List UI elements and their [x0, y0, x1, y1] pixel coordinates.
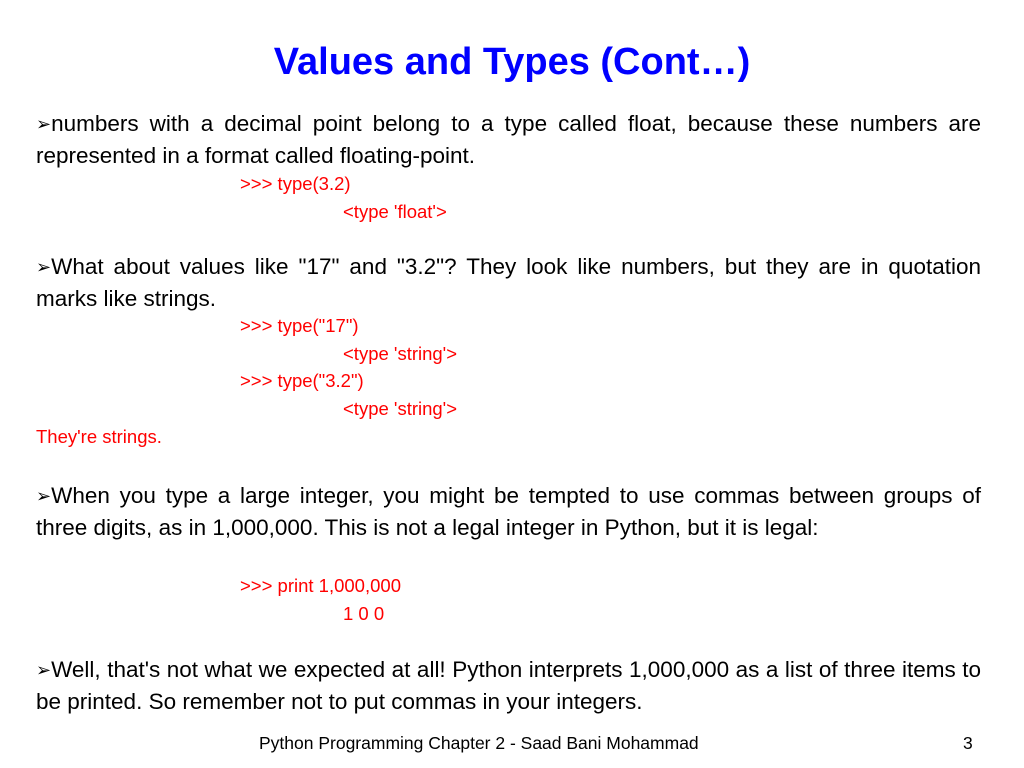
bullet-paragraph-conclusion: [36, 654, 981, 717]
paragraph-text: Well, that's not what we expected at all! Python interprets 1,000,000 as a list of three items to be printed. So remember not to put commas in your integers.: [36, 657, 981, 714]
code-output: <type 'float'>: [343, 201, 447, 222]
arrow-bullet-icon: ➢: [36, 660, 52, 680]
slide-title: Values and Types (Cont…): [273, 41, 751, 83]
code-line: >>> type(3.2): [240, 173, 351, 194]
paragraph-text: When you type a large integer, you might be tempted to use commas between groups of three digits, as in 1,000,000. This is not a legal integer in Python, but it is legal:: [36, 483, 981, 540]
code-line: >>> type("3.2"): [240, 370, 364, 391]
arrow-bullet-icon: ➢: [36, 257, 52, 277]
code-output: 1 0 0: [343, 603, 385, 624]
page-number: 3: [963, 733, 973, 753]
code-output: <type 'string'>: [343, 343, 458, 364]
code-output: <type 'string'>: [343, 398, 458, 419]
paragraph-text: What about values like "17" and "3.2"? They look like numbers, but they are in quotation marks like strings.: [36, 254, 981, 311]
footer-text: Python Programming Chapter 2 - Saad Bani Mohammad: [259, 733, 699, 753]
bullet-paragraph-float: [36, 108, 981, 171]
paragraph-text: numbers with a decimal point belong to a type called float, because these numbers are represented in a format called floating-point.: [36, 111, 981, 168]
arrow-bullet-icon: ➢: [36, 114, 52, 134]
code-line: >>> type("17"): [240, 315, 359, 336]
bullet-paragraph-strings: [36, 251, 981, 314]
code-note: They're strings.: [36, 426, 162, 447]
bullet-paragraph-commas: [36, 480, 981, 543]
code-line: >>> print 1,000,000: [240, 575, 401, 596]
arrow-bullet-icon: ➢: [36, 486, 52, 506]
